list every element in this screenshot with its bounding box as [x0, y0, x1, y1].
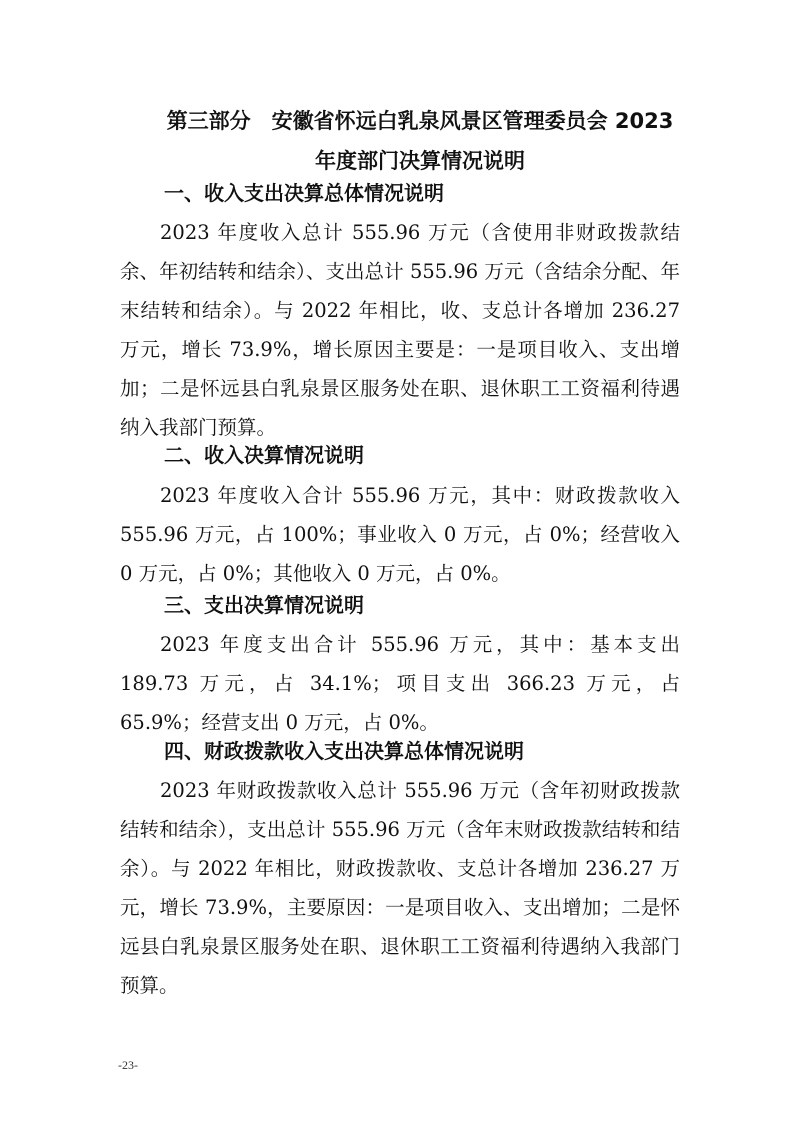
document-title-line-2: 年度部门决算情况说明 — [315, 149, 525, 173]
section-heading-3: 三、支出决算情况说明 — [164, 593, 364, 617]
section-heading-1: 一、收入支出决算总体情况说明 — [164, 181, 444, 205]
section-heading-4: 四、财政拨款收入支出决算总体情况说明 — [164, 739, 524, 763]
section-heading-2: 二、收入决算情况说明 — [164, 443, 364, 467]
section-paragraph-4: 2023 年财政拨款收入总计 555.96 万元（含年初财政拨款结转和结余），支出总计 555.96 万元（含年末财政拨款结转和结余）。与 2022 年相比，财政拨款收、支总计各增加 236.27 万元，增长 73.9%，主要原因：一是项目收入、支出增加；二是怀远县白乳泉景区服务处在职、退休职工工资福利待遇纳入我部门预算。 — [120, 779, 680, 997]
document-title-line-1: 第三部分 安徽省怀远白乳泉风景区管理委员会 2023 — [166, 109, 674, 133]
page-number: -23- — [118, 1058, 138, 1072]
section-paragraph-2: 2023 年度收入合计 555.96 万元，其中：财政拨款收入 555.96 万元，占 100%；事业收入 0 万元，占 0%；经营收入 0 万元，占 0%；其他收入 0 万元，占 0%。 — [120, 484, 680, 585]
section-paragraph-3: 2023 年度支出合计 555.96 万元，其中：基本支出 189.73 万元，占 34.1%；项目支出 366.23 万元，占 65.9%；经营支出 0 万元，占 0%。 — [120, 633, 680, 734]
section-paragraph-1: 2023 年度收入总计 555.96 万元（含使用非财政拨款结余、年初结转和结余）、支出总计 555.96 万元（含结余分配、年末结转和结余）。与 2022 年相比，收、支总计各增加 236.27 万元，增长 73.9%，增长原因主要是：一是项目收入、支出增加；二是怀远县白乳泉景区服务处在职、退休职工工资福利待遇纳入我部门预算。 — [120, 221, 680, 439]
